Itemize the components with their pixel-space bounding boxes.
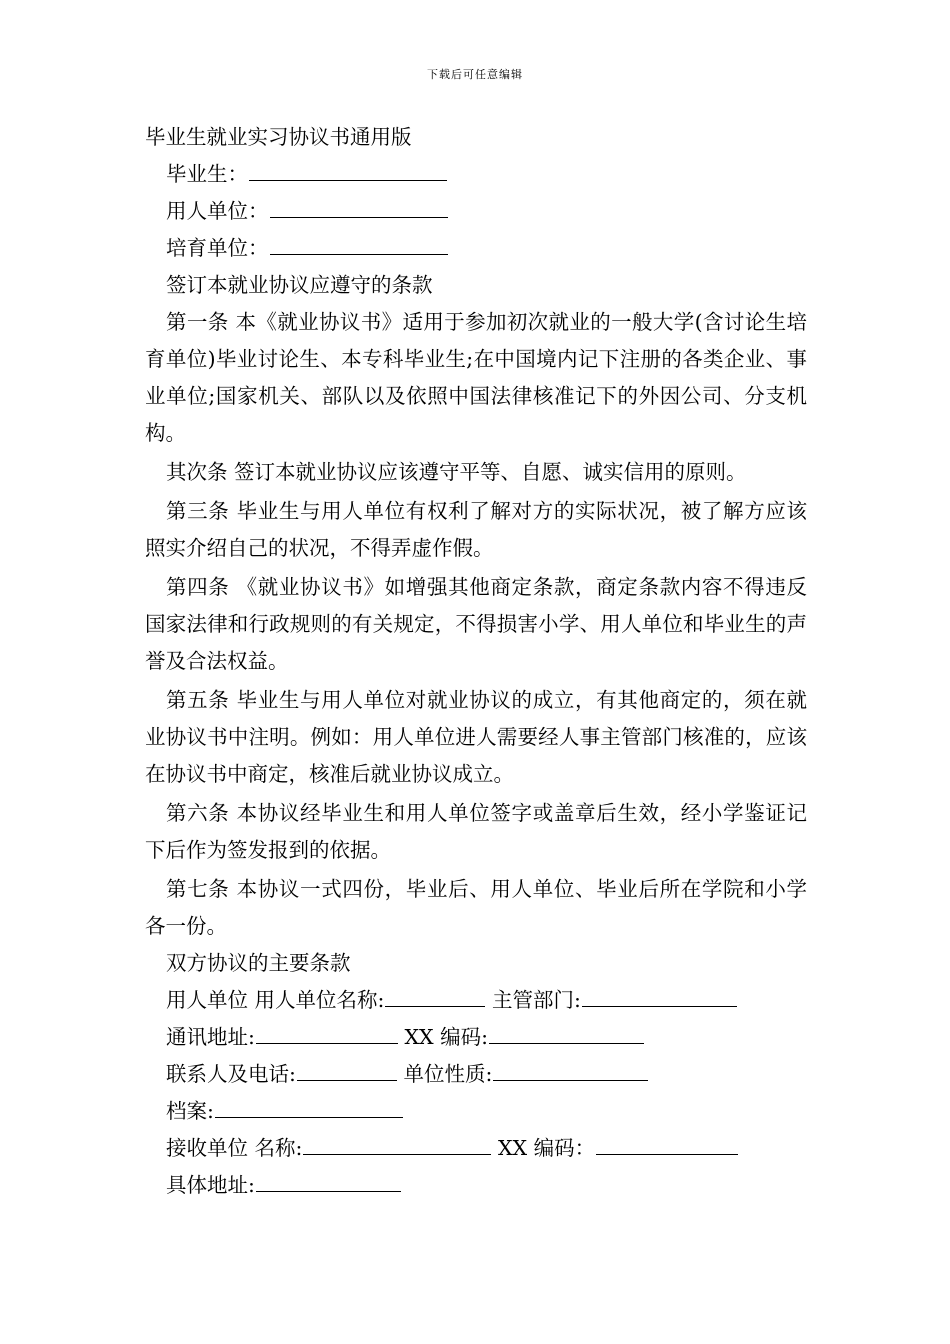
form-row-employer-name — [145, 982, 807, 1019]
form-label: XX 编码： — [491, 1136, 596, 1160]
field-label: 用人单位： — [166, 199, 269, 223]
field-label: 培育单位： — [166, 236, 269, 260]
fill-blank[interactable] — [249, 156, 447, 181]
form-row-receiving-unit — [145, 1130, 807, 1167]
form-row-archive — [145, 1093, 807, 1130]
form-label: XX 编码: — [397, 1025, 489, 1049]
fill-blank[interactable] — [256, 1167, 401, 1192]
fill-blank[interactable] — [270, 193, 448, 218]
article-2: 其次条 签订本就业协议应该遵守平等、自愿、诚实信用的原则。 — [166, 460, 747, 484]
form-label: 接收单位 名称: — [166, 1136, 303, 1160]
header-note: 下载后可任意编辑 — [427, 68, 523, 81]
form-row-specific-address — [145, 1167, 807, 1204]
article-3: 第三条 毕业生与用人单位有权利了解对方的实际状况，被了解方应该照实介绍自己的状况，不得弄虚作假。 — [145, 499, 807, 560]
field-employer — [145, 193, 807, 230]
article-1: 第一条 本《就业协议书》适用于参加初次就业的一般大学(含讨论生培育单位)毕业讨论生、本专科毕业生;在中国境内记下注册的各类企业、事业单位;国家机关、部队以及依照中国法律核准记下的外因公司、分支机构。 — [145, 310, 807, 445]
form-label: 具体地址: — [166, 1173, 255, 1197]
form-label: 档案: — [166, 1099, 214, 1123]
document-title: 毕业生就业实习协议书通用版 — [145, 125, 412, 149]
field-training-unit — [145, 230, 807, 267]
fill-blank[interactable] — [493, 1056, 648, 1081]
form-label: 用人单位 用人单位名称: — [166, 988, 385, 1012]
fill-blank[interactable] — [215, 1093, 403, 1118]
fill-blank[interactable] — [582, 982, 737, 1007]
fill-blank[interactable] — [596, 1130, 738, 1155]
fill-blank[interactable] — [385, 982, 485, 1007]
article-5: 第五条 毕业生与用人单位对就业协议的成立，有其他商定的，须在就业协议书中注明。例如：用人单位进人需要经人事主管部门核准的，应该在协议书中商定，核准后就业协议成立。 — [145, 688, 807, 786]
field-graduate — [145, 156, 807, 193]
fill-blank[interactable] — [489, 1019, 644, 1044]
article-4: 第四条 《就业协议书》如增强其他商定条款，商定条款内容不得违反国家法律和行政规则的有关规定，不得损害小学、用人单位和毕业生的声誉及合法权益。 — [145, 575, 807, 673]
document-body — [145, 119, 807, 1204]
article-6: 第六条 本协议经毕业生和用人单位签字或盖章后生效，经小学鉴证记下后作为签发报到的依据。 — [145, 801, 807, 862]
fill-blank[interactable] — [270, 230, 448, 255]
section-heading-main-terms: 双方协议的主要条款 — [166, 951, 351, 975]
form-row-address — [145, 1019, 807, 1056]
fill-blank[interactable] — [256, 1019, 398, 1044]
field-label: 毕业生： — [166, 162, 248, 186]
form-label: 单位性质: — [396, 1062, 493, 1086]
form-row-contact — [145, 1056, 807, 1093]
form-label: 通讯地址: — [166, 1025, 255, 1049]
section-heading-terms: 签订本就业协议应遵守的条款 — [166, 273, 433, 297]
form-label: 联系人及电话: — [166, 1062, 296, 1086]
fill-blank[interactable] — [297, 1056, 397, 1081]
article-7: 第七条 本协议一式四份，毕业后、用人单位、毕业后所在学院和小学各一份。 — [145, 877, 807, 938]
form-label: 主管部门: — [485, 988, 581, 1012]
fill-blank[interactable] — [303, 1130, 491, 1155]
